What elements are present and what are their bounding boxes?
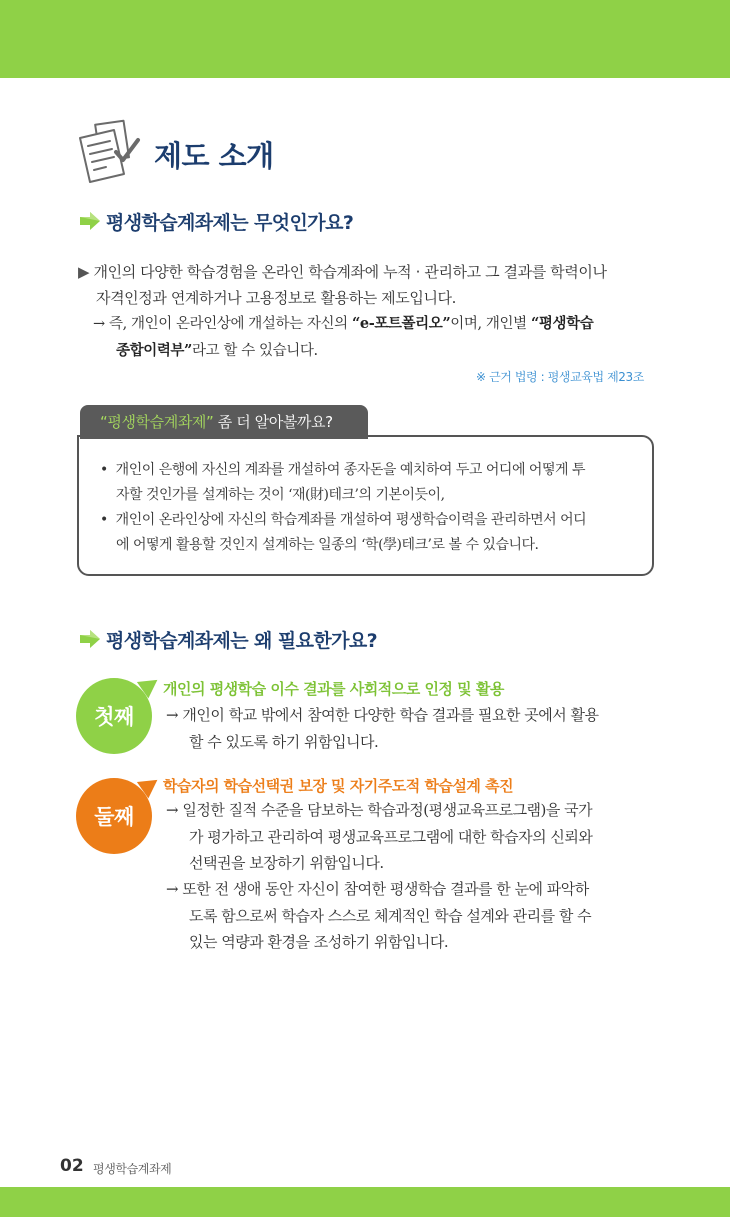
reason-1-line-2: 할 수 있도록 하기 위함입니다. — [189, 733, 379, 751]
section-heading-why — [78, 624, 377, 654]
bullet-triangle-icon: ▶ — [78, 263, 90, 281]
info-bullet-1-line-1: • 개인이 은행에 자신의 계좌를 개설하여 종자돈을 예치하여 두고 어디에 어떻게 투 — [100, 462, 585, 478]
sub-line-2: 종합이력부”라고 할 수 있습니다. — [116, 342, 318, 359]
reason-2-title: 학습자의 학습선택권 보장 및 자기주도적 학습설계 촉진 — [163, 777, 514, 795]
reason-2-point-2-line-3: 있는 역량과 환경을 조성하기 위함입니다. — [189, 933, 449, 951]
document-check-icon — [76, 118, 142, 186]
reason-2-point-2-line-2: 도록 함으로써 학습자 스스로 체계적인 학습 설계와 관리를 할 수 — [189, 907, 592, 925]
reason-1-title: 개인의 평생학습 이수 결과를 사회적으로 인정 및 활용 — [163, 680, 504, 698]
top-banner — [0, 0, 730, 78]
page-number: 02 — [60, 1156, 84, 1176]
section-heading-text: 평생학습계좌제는 왜 필요한가요? — [106, 629, 378, 652]
arrow-right-icon — [78, 210, 102, 232]
section-heading-text: 평생학습계좌제는 무엇인가요? — [106, 211, 354, 234]
reason-1-line-1: → 개인이 학교 밖에서 참여한 다양한 학습 결과를 필요한 곳에서 활용 — [166, 706, 599, 724]
section-heading-what — [78, 206, 353, 236]
legal-basis: ※ 근거 법령 : 평생교육법 제23조 — [476, 370, 644, 384]
badge-second: 둘째 — [76, 778, 152, 854]
bottom-banner — [0, 1187, 730, 1217]
info-bullet-2-line-1: • 개인이 온라인상에 자신의 학습계좌를 개설하여 평생학습이력을 관리하면서 어디 — [100, 512, 587, 528]
reason-2-point-2-line-1: → 또한 전 생애 동안 자신이 참여한 평생학습 결과를 한 눈에 파악하 — [166, 880, 589, 898]
info-bullet-1-line-2: 자할 것인가를 설계하는 것이 ‘재(財)테크’의 기본이듯이, — [116, 487, 445, 503]
reason-2-point-1-line-1: → 일정한 질적 수준을 담보하는 학습과정(평생교육프로그램)을 국가 — [166, 801, 593, 819]
info-box-tab: “평생학습계좌제” 좀 더 알아볼까요? — [80, 405, 368, 439]
footer-label: 평생학습계좌제 — [93, 1162, 172, 1176]
reason-2-point-1-line-3: 선택권을 보장하기 위함입니다. — [189, 854, 384, 872]
reason-2-point-1-line-2: 가 평가하고 관리하여 평생교육프로그램에 대한 학습자의 신뢰와 — [189, 828, 593, 846]
intro-line-2: 자격인정과 연계하거나 고용정보로 활용하는 제도입니다. — [96, 289, 457, 307]
page-title: 제도 소개 — [154, 139, 274, 173]
info-bullet-2-line-2: 에 어떻게 활용할 것인지 설계하는 일종의 ‘학(學)테크’로 볼 수 있습니다. — [116, 537, 539, 553]
intro-line-1: ▶ 개인의 다양한 학습경험을 온라인 학습계좌에 누적 · 관리하고 그 결과를 학력이나 — [78, 263, 607, 281]
badge-first: 첫째 — [76, 678, 152, 754]
sub-line-1: → 즉, 개인이 온라인상에 개설하는 자신의 “e-포트폴리오”이며, 개인별 “평생학습 — [93, 315, 594, 332]
arrow-right-icon — [78, 628, 102, 650]
